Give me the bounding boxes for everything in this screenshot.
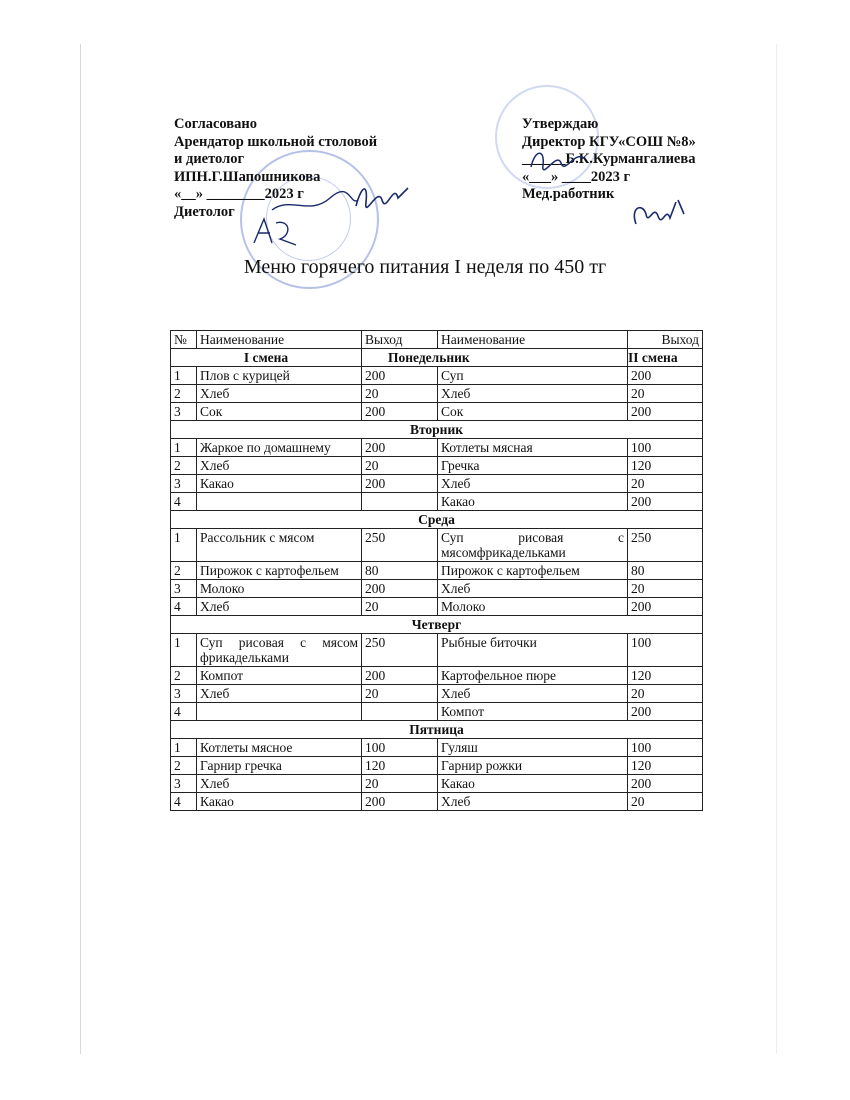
table-row <box>171 580 703 598</box>
row-number: 3 <box>171 580 197 598</box>
shift-two-label: II смена <box>628 349 703 367</box>
table-row <box>171 757 703 775</box>
row-number: 2 <box>171 457 197 475</box>
output-shift-one: 200 <box>362 793 438 811</box>
output-shift-two: 120 <box>628 757 703 775</box>
header-name: Наименование <box>197 331 362 349</box>
output-shift-one: 100 <box>362 739 438 757</box>
approval-label: Утверждаю <box>522 116 599 132</box>
table-header-row <box>171 331 703 349</box>
output-shift-one: 20 <box>362 385 438 403</box>
output-shift-two: 200 <box>628 367 703 385</box>
dish-shift-one <box>197 493 362 511</box>
output-shift-two: 20 <box>628 685 703 703</box>
dish-shift-two: Молоко <box>438 598 628 616</box>
header-name: Наименование <box>438 331 628 349</box>
day-monday: Понедельник <box>362 349 628 367</box>
row-number: 4 <box>171 598 197 616</box>
output-shift-one: 200 <box>362 403 438 421</box>
row-number: 3 <box>171 475 197 493</box>
row-number: 2 <box>171 562 197 580</box>
row-number: 2 <box>171 667 197 685</box>
row-number: 3 <box>171 775 197 793</box>
table-row <box>171 685 703 703</box>
row-number: 1 <box>171 634 197 667</box>
day-label: Четверг <box>171 616 703 634</box>
table-row <box>171 667 703 685</box>
approver-role: Арендатор школьной столовой <box>174 133 378 150</box>
dish-shift-two: Суп <box>438 367 628 385</box>
dish-shift-two: Пирожок с картофельем <box>438 562 628 580</box>
handwritten-signature <box>250 215 300 250</box>
handwritten-signature <box>527 145 587 175</box>
row-number: 4 <box>171 703 197 721</box>
approver-role-cont: и диетолог <box>174 151 245 167</box>
row-number: 1 <box>171 739 197 757</box>
output-shift-one: 120 <box>362 757 438 775</box>
dish-shift-one: Сок <box>197 403 362 421</box>
dish-shift-two: Картофельное пюре <box>438 667 628 685</box>
director-title: Директор КГУ«СОШ №8» <box>522 133 696 150</box>
approval-date: «__» ________2023 г <box>174 186 304 202</box>
output-shift-one <box>362 493 438 511</box>
day-row <box>171 616 703 634</box>
output-shift-two: 20 <box>628 793 703 811</box>
dish-shift-one: Плов с курицей <box>197 367 362 385</box>
output-shift-two: 100 <box>628 739 703 757</box>
table-row <box>171 793 703 811</box>
dish-shift-one: Котлеты мясное <box>197 739 362 757</box>
dish-shift-two: Гуляш <box>438 739 628 757</box>
dish-shift-one <box>197 703 362 721</box>
table-row <box>171 403 703 421</box>
output-shift-two: 200 <box>628 598 703 616</box>
shift-row <box>171 349 703 367</box>
table-row <box>171 598 703 616</box>
dish-shift-two: Рыбные биточки <box>438 634 628 667</box>
dish-shift-two: Суп рисовая с мясомфрикадельками <box>438 529 628 562</box>
output-shift-two: 200 <box>628 403 703 421</box>
table-row <box>171 739 703 757</box>
row-number: 4 <box>171 493 197 511</box>
dish-shift-two: Гречка <box>438 457 628 475</box>
dish-shift-one: Пирожок с картофельем <box>197 562 362 580</box>
dish-shift-one: Хлеб <box>197 685 362 703</box>
table-row <box>171 475 703 493</box>
row-number: 3 <box>171 685 197 703</box>
output-shift-one: 20 <box>362 457 438 475</box>
dish-shift-two: Какао <box>438 493 628 511</box>
director-name: ______Б.К.Курмангалиева <box>522 151 696 167</box>
dish-shift-one: Молоко <box>197 580 362 598</box>
dish-shift-one: Рассольник с мясом <box>197 529 362 562</box>
output-shift-two: 200 <box>628 493 703 511</box>
dish-shift-one: Хлеб <box>197 598 362 616</box>
dish-shift-one: Хлеб <box>197 775 362 793</box>
header-number: № <box>171 331 197 349</box>
table-row <box>171 703 703 721</box>
table-row <box>171 562 703 580</box>
dish-shift-two: Хлеб <box>438 793 628 811</box>
row-number: 3 <box>171 403 197 421</box>
day-row <box>171 511 703 529</box>
table-row <box>171 385 703 403</box>
dish-shift-one: Какао <box>197 475 362 493</box>
dish-shift-one: Хлеб <box>197 385 362 403</box>
dish-shift-two: Хлеб <box>438 385 628 403</box>
output-shift-one: 200 <box>362 667 438 685</box>
output-shift-one: 20 <box>362 685 438 703</box>
dish-shift-two: Хлеб <box>438 685 628 703</box>
table-row <box>171 775 703 793</box>
dish-shift-two: Какао <box>438 775 628 793</box>
dish-shift-two: Хлеб <box>438 580 628 598</box>
output-shift-one: 250 <box>362 634 438 667</box>
output-shift-one: 20 <box>362 598 438 616</box>
output-shift-one: 200 <box>362 367 438 385</box>
table-row <box>171 457 703 475</box>
dish-shift-two: Котлеты мясная <box>438 439 628 457</box>
output-shift-two: 100 <box>628 634 703 667</box>
handwritten-signature <box>352 176 412 216</box>
dish-shift-two: Гарнир рожки <box>438 757 628 775</box>
dish-shift-two: Компот <box>438 703 628 721</box>
dish-shift-one: Гарнир гречка <box>197 757 362 775</box>
day-row <box>171 721 703 739</box>
header-output: Выход <box>362 331 438 349</box>
row-number: 1 <box>171 439 197 457</box>
dietitian-label: Диетолог <box>174 203 235 220</box>
dish-shift-one: Суп рисовая с мясом фрикадельками <box>197 634 362 667</box>
day-label: Пятница <box>171 721 703 739</box>
output-shift-two: 20 <box>628 475 703 493</box>
output-shift-one: 20 <box>362 775 438 793</box>
shift-one-label: I смена <box>171 349 362 367</box>
output-shift-two: 120 <box>628 667 703 685</box>
output-shift-two: 200 <box>628 775 703 793</box>
dish-shift-one: Какао <box>197 793 362 811</box>
output-shift-one: 200 <box>362 475 438 493</box>
dish-shift-one: Хлеб <box>197 457 362 475</box>
output-shift-two: 200 <box>628 703 703 721</box>
output-shift-one: 80 <box>362 562 438 580</box>
output-shift-two: 20 <box>628 385 703 403</box>
table-row <box>171 529 703 562</box>
table-row <box>171 367 703 385</box>
output-shift-two: 120 <box>628 457 703 475</box>
day-row <box>171 421 703 439</box>
menu-table <box>170 330 703 811</box>
dish-shift-two: Сок <box>438 403 628 421</box>
row-number: 1 <box>171 529 197 562</box>
approval-date: «___» ____2023 г <box>522 168 631 185</box>
output-shift-two: 250 <box>628 529 703 562</box>
dish-shift-one: Жаркое по домашнему <box>197 439 362 457</box>
day-label: Среда <box>171 511 703 529</box>
output-shift-two: 80 <box>628 562 703 580</box>
approval-label: Согласовано <box>174 116 257 132</box>
row-number: 2 <box>171 757 197 775</box>
output-shift-two: 20 <box>628 580 703 598</box>
approver-name: ИПН.Г.Шапошникова <box>174 168 321 185</box>
handwritten-signature <box>628 196 688 234</box>
header-output: Выход <box>628 331 703 349</box>
output-shift-two: 100 <box>628 439 703 457</box>
output-shift-one <box>362 703 438 721</box>
medic-label: Мед.работник <box>522 186 615 202</box>
day-label: Вторник <box>171 421 703 439</box>
output-shift-one: 200 <box>362 580 438 598</box>
row-number: 1 <box>171 367 197 385</box>
row-number: 4 <box>171 793 197 811</box>
table-row <box>171 493 703 511</box>
dish-shift-one: Компот <box>197 667 362 685</box>
table-row <box>171 439 703 457</box>
row-number: 2 <box>171 385 197 403</box>
output-shift-one: 200 <box>362 439 438 457</box>
table-row <box>171 634 703 667</box>
dish-shift-two: Хлеб <box>438 475 628 493</box>
page-title: Меню горячего питания I неделя по 450 тг <box>243 256 607 278</box>
output-shift-one: 250 <box>362 529 438 562</box>
